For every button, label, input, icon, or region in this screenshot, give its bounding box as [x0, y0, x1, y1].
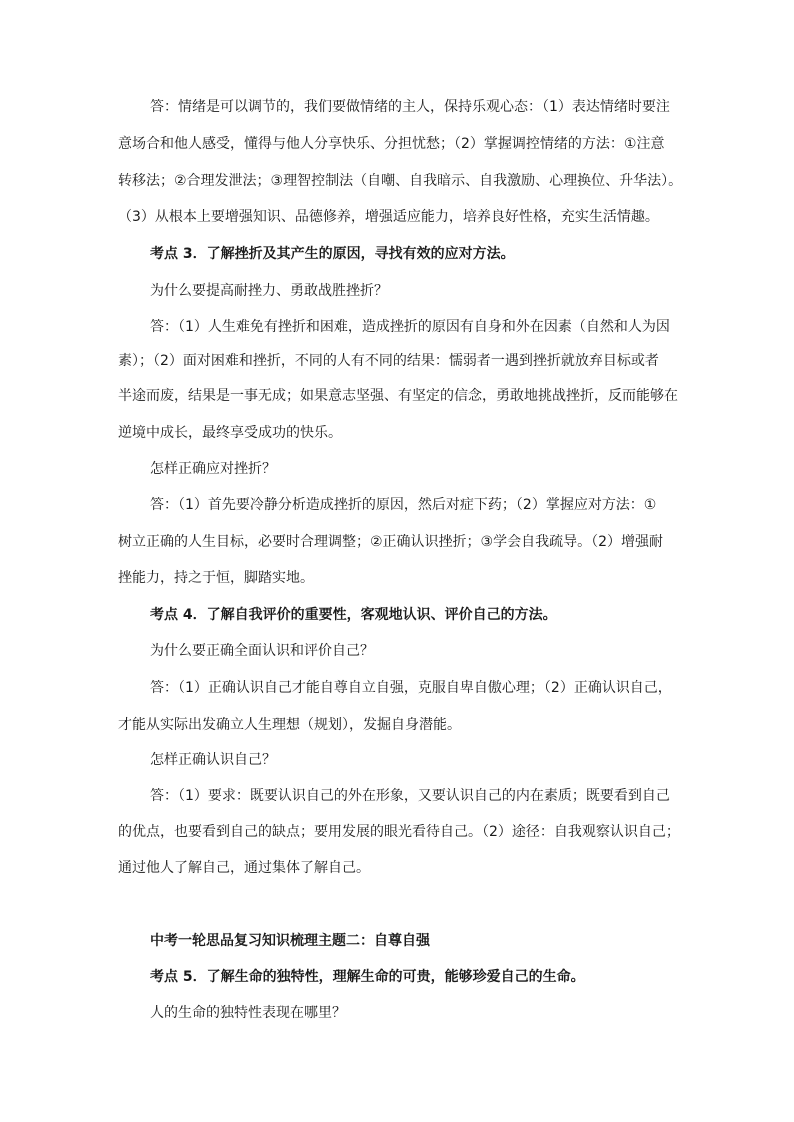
answer-handle-line-2: 树立正确的人生目标，必要时合理调整；②正确认识挫折；③学会自我疏导。（2）增强耐	[118, 534, 664, 550]
section-heading-kaodian-5: 考点 5．了解生命的独特性，理解生命的可贵，能够珍爱自己的生命。	[150, 969, 585, 985]
answer-know-line-3: 通过他人了解自己，通过集体了解自己。	[118, 860, 370, 876]
answer-know-line-1: 答：（1）要求：既要认识自己的外在形象，又要认识自己的内在素质；既要看到自己	[150, 788, 670, 804]
answer-emotion-line-1: 答：情绪是可以调节的，我们要做情绪的主人，保持乐观心态：（1）表达情绪时要注	[150, 99, 670, 115]
answer-emotion-line-3: 转移法；②合理发泄法；③理智控制法（自嘲、自我暗示、自我激励、心理换位、升华法）。	[118, 173, 683, 189]
answer-emotion-line-2: 意场合和他人感受，懂得与他人分享快乐、分担忧愁；（2）掌握调控情绪的方法：①注意	[118, 136, 665, 152]
question-know-self: 怎样正确认识自己？	[150, 752, 276, 768]
answer-setbacks-line-4: 逆境中成长，最终享受成功的快乐。	[118, 425, 342, 441]
question-life-uniqueness: 人的生命的独特性表现在哪里？	[150, 1005, 346, 1021]
answer-emotion-line-4: （3）从根本上要增强知识、品德修养，增强适应能力，培养良好性格，充实生活情趣。	[118, 209, 659, 225]
section-heading-kaodian-3: 考点 3．了解挫折及其产生的原因，寻找有效的应对方法。	[150, 246, 515, 262]
section-heading-kaodian-4: 考点 4．了解自我评价的重要性，客观地认识、评价自己的方法。	[150, 607, 557, 623]
answer-know-line-2: 的优点，也要看到自己的缺点；要用发展的眼光看待自己。（2）途径：自我观察认识自己；	[118, 824, 680, 840]
topic-heading-self-esteem: 中考一轮思品复习知识梳理主题二：自尊自强	[150, 933, 430, 949]
question-handle-setbacks: 怎样正确应对挫折？	[150, 461, 276, 477]
answer-handle-line-1: 答：（1）首先要冷静分析造成挫折的原因，然后对症下药；（2）掌握应对方法：①	[150, 497, 657, 513]
answer-handle-line-3: 挫能力，持之于恒，脚踏实地。	[118, 570, 314, 586]
answer-evaluate-line-1: 答：（1）正确认识自己才能自尊自立自强，克服自卑自傲心理；（2）正确认识自己，	[150, 680, 672, 696]
answer-evaluate-line-2: 才能从实际出发确立人生理想（规划），发掘自身潜能。	[118, 717, 461, 733]
question-endure-setbacks: 为什么要提高耐挫力、勇敢战胜挫折？	[150, 283, 388, 299]
answer-setbacks-line-1: 答：（1）人生难免有挫折和困难，造成挫折的原因有自身和外在因素（自然和人为因	[150, 319, 670, 335]
question-evaluate-self: 为什么要正确全面认识和评价自己？	[150, 643, 374, 659]
answer-setbacks-line-3: 半途而废，结果是一事无成；如果意志坚强、有坚定的信念，勇敢地挑战挫折，反而能够在	[118, 388, 678, 404]
answer-setbacks-line-2: 素）；（2）面对困难和挫折，不同的人有不同的结果：懦弱者一遇到挫折就放弃目标或者	[118, 353, 659, 369]
